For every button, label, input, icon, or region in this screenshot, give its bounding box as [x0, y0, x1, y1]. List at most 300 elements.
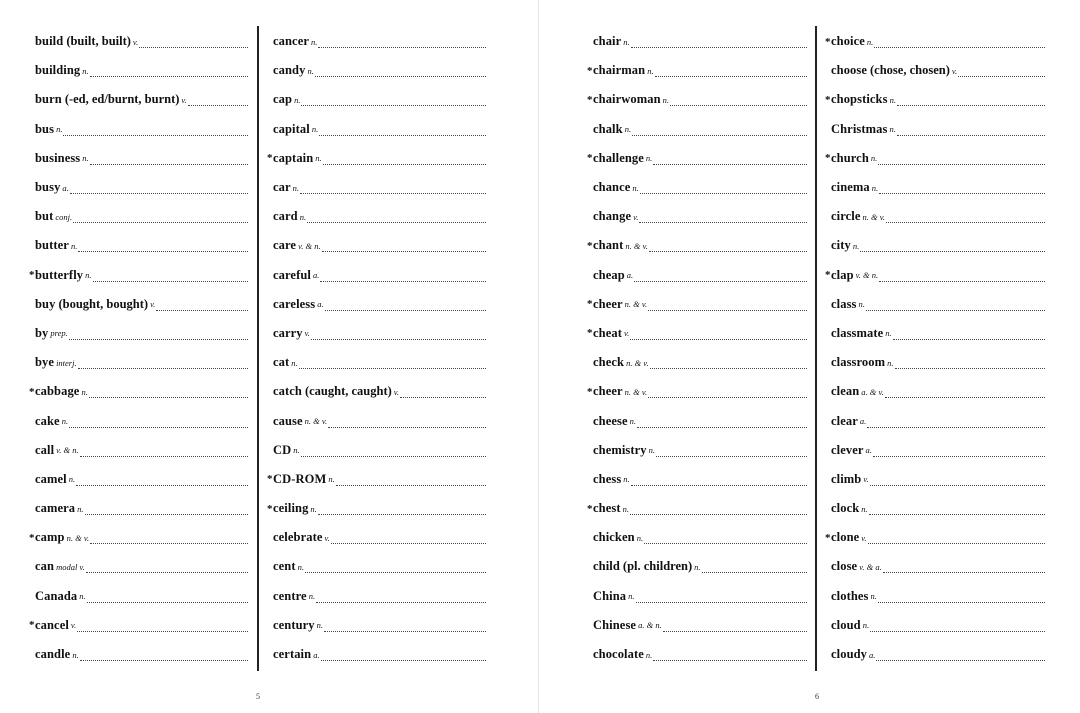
vocab-entry	[831, 231, 1045, 260]
dotted-fill-line	[702, 563, 807, 573]
vocab-entry	[35, 173, 248, 202]
dotted-fill-line	[866, 301, 1045, 311]
part-of-speech: n.	[77, 503, 84, 514]
vocab-entry	[593, 640, 807, 669]
word-forms: (bought, bought)	[58, 296, 149, 311]
dotted-fill-line	[649, 242, 807, 252]
part-of-speech: n.	[299, 211, 307, 222]
headword: cancel	[35, 617, 69, 632]
part-of-speech: v.	[633, 211, 639, 222]
asterisk-mark: *	[825, 269, 831, 282]
part-of-speech: n.	[887, 357, 894, 368]
part-of-speech: n. & v.	[624, 299, 648, 310]
headword: car	[273, 180, 291, 195]
word-column-right	[267, 27, 486, 669]
vocab-entry	[831, 348, 1045, 377]
headword: certain	[273, 647, 312, 662]
asterisk-mark: *	[29, 531, 35, 544]
headword: building	[35, 63, 81, 78]
part-of-speech: n.	[629, 416, 636, 427]
part-of-speech: n.	[61, 416, 69, 427]
vocab-entry	[593, 406, 807, 435]
headword: butter	[35, 238, 69, 253]
headword: bye	[35, 355, 55, 370]
part-of-speech: n.	[871, 182, 879, 193]
headword: candle	[35, 647, 71, 662]
dotted-fill-line	[653, 155, 807, 165]
vocab-entry	[273, 115, 486, 144]
vocab-entry	[273, 27, 486, 56]
vocab-entry	[273, 640, 486, 669]
headword: bus	[35, 121, 55, 136]
part-of-speech: n.	[311, 36, 318, 47]
dotted-fill-line	[188, 96, 248, 106]
headword: clever	[831, 442, 864, 457]
part-of-speech: v.	[70, 620, 77, 631]
headword: clothes	[831, 588, 869, 603]
part-of-speech: n.	[328, 474, 335, 485]
dotted-fill-line	[653, 651, 807, 661]
part-of-speech: n.	[870, 153, 878, 164]
part-of-speech: n.	[316, 620, 324, 631]
vocab-entry	[593, 348, 807, 377]
dotted-fill-line	[637, 418, 807, 428]
headword: cat	[273, 355, 290, 370]
vocab-entry	[831, 582, 1045, 611]
dotted-fill-line	[73, 213, 248, 223]
vocab-entry	[831, 115, 1045, 144]
part-of-speech: n. & v.	[862, 211, 886, 222]
vocab-entry	[831, 611, 1045, 640]
part-of-speech: n.	[889, 124, 896, 135]
part-of-speech: n.	[308, 591, 316, 602]
dotted-fill-line	[958, 67, 1045, 77]
dotted-fill-line	[299, 359, 486, 369]
headword: chemistry	[593, 442, 647, 457]
vocab-entry	[587, 494, 807, 523]
part-of-speech: v.	[623, 328, 630, 339]
asterisk-mark: *	[587, 385, 593, 398]
part-of-speech: n.	[310, 503, 317, 514]
headword: climb	[831, 471, 862, 486]
headword: centre	[273, 588, 307, 603]
vocab-entry	[825, 27, 1045, 56]
headword: buy	[35, 296, 56, 311]
headword: cheat	[593, 325, 622, 340]
vocab-entry	[831, 494, 1045, 523]
headword: careful	[273, 267, 311, 282]
vocab-entry	[273, 523, 486, 552]
part-of-speech: v.	[181, 94, 187, 105]
headword: camel	[35, 471, 67, 486]
part-of-speech: n.	[862, 620, 870, 631]
headword: circle	[831, 209, 861, 224]
vocab-entry	[831, 436, 1045, 465]
vocab-entry	[825, 523, 1045, 552]
part-of-speech: n.	[623, 36, 630, 47]
part-of-speech: n.	[647, 65, 654, 76]
dotted-fill-line	[323, 155, 486, 165]
vocab-entry	[273, 348, 486, 377]
dotted-fill-line	[879, 272, 1045, 282]
part-of-speech: n.	[645, 153, 653, 164]
vocab-entry	[831, 406, 1045, 435]
dotted-fill-line	[630, 330, 807, 340]
part-of-speech: v.	[861, 532, 867, 543]
dotted-fill-line	[89, 388, 248, 398]
vocab-entry	[273, 231, 486, 260]
part-of-speech: n.	[72, 649, 79, 660]
dotted-fill-line	[318, 505, 486, 515]
dotted-fill-line	[640, 184, 807, 194]
part-of-speech: n. & v.	[66, 532, 90, 543]
part-of-speech: v.	[951, 65, 958, 76]
headword: chest	[593, 501, 621, 516]
dotted-fill-line	[644, 534, 807, 544]
vocab-entry	[273, 290, 486, 319]
asterisk-mark: *	[29, 385, 35, 398]
headword: cake	[35, 413, 60, 428]
part-of-speech: n.	[852, 240, 860, 251]
dotted-fill-line	[631, 476, 807, 486]
part-of-speech: v. & a.	[859, 561, 882, 572]
headword: check	[593, 355, 625, 370]
headword: cause	[273, 413, 303, 428]
vocab-entry	[35, 582, 248, 611]
vocab-entry	[273, 261, 486, 290]
headword: busy	[35, 180, 61, 195]
part-of-speech: n.	[311, 124, 319, 135]
headword: cheer	[593, 296, 623, 311]
page-number: 5	[256, 692, 260, 701]
vocab-entry	[273, 173, 486, 202]
headword: clap	[831, 267, 854, 282]
part-of-speech: n.	[889, 94, 896, 105]
vocab-entry	[587, 319, 807, 348]
dotted-fill-line	[69, 330, 248, 340]
part-of-speech: v.	[150, 299, 156, 310]
part-of-speech: a. & v.	[861, 386, 884, 397]
dotted-fill-line	[301, 447, 486, 457]
headword: choose	[831, 63, 868, 78]
dotted-fill-line	[139, 38, 248, 48]
vocab-entry	[831, 173, 1045, 202]
part-of-speech: a. & n.	[638, 620, 662, 631]
vocab-entry	[35, 27, 248, 56]
word-forms: (caught, caught)	[304, 384, 392, 399]
asterisk-mark: *	[267, 473, 273, 486]
part-of-speech: n.	[70, 240, 78, 251]
vocab-entry	[593, 523, 807, 552]
vocab-entry	[273, 552, 486, 581]
asterisk-mark: *	[825, 152, 831, 165]
asterisk-mark: *	[267, 502, 273, 515]
word-column-left	[587, 27, 807, 669]
part-of-speech: v. & n.	[56, 445, 79, 456]
vocab-entry	[35, 406, 248, 435]
headword: care	[273, 238, 297, 253]
dotted-fill-line	[648, 388, 807, 398]
headword: card	[273, 209, 298, 224]
headword: clean	[831, 384, 860, 399]
headword: butterfly	[35, 267, 84, 282]
headword: cheap	[593, 267, 625, 282]
vocab-entry	[587, 231, 807, 260]
vocab-entry	[831, 202, 1045, 231]
vocab-entry	[593, 465, 807, 494]
part-of-speech: a.	[62, 182, 69, 193]
part-of-speech: n.	[79, 591, 86, 602]
vocab-entry	[273, 377, 486, 406]
headword: chess	[593, 471, 622, 486]
headword: Chinese	[593, 617, 637, 632]
part-of-speech: a.	[626, 270, 634, 281]
vocab-entry	[267, 494, 486, 523]
part-of-speech: n.	[68, 474, 76, 485]
vocab-entry	[831, 465, 1045, 494]
vocab-entry	[267, 465, 486, 494]
headword: camp	[35, 530, 65, 545]
dotted-fill-line	[886, 213, 1045, 223]
dotted-fill-line	[78, 242, 248, 252]
dotted-fill-line	[80, 651, 248, 661]
part-of-speech: v.	[324, 532, 330, 543]
headword: burn	[35, 92, 62, 107]
word-forms: (pl. children)	[622, 559, 693, 574]
part-of-speech: n. & v.	[304, 416, 328, 427]
dotted-fill-line	[636, 593, 807, 603]
dotted-fill-line	[895, 359, 1045, 369]
vocab-entry	[593, 27, 807, 56]
headword: church	[831, 150, 869, 165]
headword: child	[593, 559, 620, 574]
headword: can	[35, 559, 55, 574]
dotted-fill-line	[328, 418, 486, 428]
part-of-speech: modal v.	[56, 561, 85, 572]
vocab-entry	[35, 56, 248, 85]
vocab-entry	[593, 552, 807, 581]
part-of-speech: n. & v.	[624, 386, 648, 397]
vocab-entry	[831, 56, 1045, 85]
asterisk-mark: *	[29, 619, 35, 632]
headword: chocolate	[593, 647, 644, 662]
dotted-fill-line	[870, 622, 1045, 632]
vocab-entry	[273, 85, 486, 114]
part-of-speech: n.	[56, 124, 63, 135]
headword: chance	[593, 180, 631, 195]
vocab-entry	[587, 85, 807, 114]
vocab-entry	[825, 85, 1045, 114]
dotted-fill-line	[873, 447, 1045, 457]
dotted-fill-line	[93, 272, 249, 282]
page-6	[539, 0, 1080, 713]
dotted-fill-line	[300, 184, 486, 194]
headword: change	[593, 209, 632, 224]
dotted-fill-line	[80, 447, 248, 457]
dotted-fill-line	[70, 184, 248, 194]
vocab-entry	[587, 377, 807, 406]
vocab-entry	[29, 523, 248, 552]
part-of-speech: a.	[312, 270, 320, 281]
part-of-speech: n.	[623, 474, 630, 485]
vocab-entry	[825, 144, 1045, 173]
dotted-fill-line	[90, 155, 248, 165]
dotted-fill-line	[634, 272, 807, 282]
part-of-speech: n.	[662, 94, 670, 105]
asterisk-mark: *	[587, 93, 593, 106]
vocab-entry	[593, 173, 807, 202]
headword: chicken	[593, 530, 635, 545]
dotted-fill-line	[870, 476, 1045, 486]
dotted-fill-line	[85, 505, 248, 515]
headword: build	[35, 34, 64, 49]
headword: class	[831, 296, 857, 311]
part-of-speech: n.	[307, 65, 314, 76]
dotted-fill-line	[631, 38, 807, 48]
headword: ceiling	[273, 501, 309, 516]
part-of-speech: n.	[861, 503, 868, 514]
asterisk-mark: *	[825, 93, 831, 106]
part-of-speech: n.	[624, 124, 632, 135]
headword: cancer	[273, 34, 309, 49]
dotted-fill-line	[400, 388, 486, 398]
headword: by	[35, 325, 49, 340]
headword: business	[35, 150, 81, 165]
part-of-speech: n.	[293, 445, 300, 456]
headword: camera	[35, 501, 76, 516]
part-of-speech: v. & n.	[298, 240, 321, 251]
dotted-fill-line	[336, 476, 486, 486]
dotted-fill-line	[325, 301, 486, 311]
part-of-speech: a.	[317, 299, 324, 310]
dotted-fill-line	[632, 126, 807, 136]
vocab-entry	[35, 231, 248, 260]
part-of-speech: interj.	[56, 357, 77, 368]
part-of-speech: n.	[315, 153, 322, 164]
vocab-entry	[593, 115, 807, 144]
asterisk-mark: *	[825, 531, 831, 544]
dotted-fill-line	[883, 563, 1045, 573]
part-of-speech: n.	[628, 591, 635, 602]
page-5	[0, 0, 538, 713]
page-number: 6	[815, 692, 819, 701]
headword: Christmas	[831, 121, 888, 136]
headword: classroom	[831, 355, 886, 370]
vocab-entry	[273, 582, 486, 611]
vocab-entry	[273, 406, 486, 435]
part-of-speech: v. & n.	[855, 270, 879, 281]
vocab-entry	[593, 611, 807, 640]
dotted-fill-line	[331, 534, 486, 544]
dotted-fill-line	[321, 651, 486, 661]
vocab-entry	[35, 348, 248, 377]
vocab-entry	[587, 290, 807, 319]
headword: chant	[593, 238, 624, 253]
asterisk-mark: *	[587, 64, 593, 77]
headword: but	[35, 209, 54, 224]
dotted-fill-line	[878, 155, 1045, 165]
headword: cheer	[593, 384, 623, 399]
headword: challenge	[593, 150, 644, 165]
asterisk-mark: *	[587, 239, 593, 252]
headword: cheese	[593, 413, 628, 428]
dotted-fill-line	[301, 96, 486, 106]
part-of-speech: n.	[885, 328, 892, 339]
vocab-entry	[35, 115, 248, 144]
dotted-fill-line	[869, 505, 1045, 515]
word-column-right	[825, 27, 1045, 669]
headword: cloudy	[831, 647, 868, 662]
vocab-entry	[35, 202, 248, 231]
dotted-fill-line	[90, 534, 248, 544]
dotted-fill-line	[874, 38, 1045, 48]
word-forms: (chose, chosen)	[870, 63, 950, 78]
dotted-fill-line	[318, 38, 486, 48]
part-of-speech: n.	[632, 182, 639, 193]
headword: clock	[831, 501, 860, 516]
headword: celebrate	[273, 530, 323, 545]
part-of-speech: a.	[313, 649, 320, 660]
dotted-fill-line	[867, 418, 1045, 428]
dotted-fill-line	[76, 476, 248, 486]
asterisk-mark: *	[29, 269, 35, 282]
part-of-speech: n.	[294, 94, 301, 105]
dotted-fill-line	[897, 126, 1045, 136]
part-of-speech: n.	[870, 591, 877, 602]
part-of-speech: n.	[636, 532, 644, 543]
part-of-speech: n.	[292, 182, 300, 193]
part-of-speech: conj.	[55, 211, 73, 222]
dotted-fill-line	[630, 505, 807, 515]
dotted-fill-line	[897, 96, 1045, 106]
headword: careless	[273, 296, 316, 311]
headword: chairman	[593, 63, 646, 78]
dotted-fill-line	[319, 126, 486, 136]
part-of-speech: v.	[393, 386, 400, 397]
part-of-speech: n.	[645, 649, 653, 660]
vocab-entry	[35, 494, 248, 523]
part-of-speech: prep.	[50, 328, 68, 339]
part-of-speech: n.	[858, 299, 865, 310]
dotted-fill-line	[670, 96, 807, 106]
part-of-speech: a.	[859, 416, 867, 427]
headword: catch	[273, 384, 302, 399]
part-of-speech: n. & v.	[626, 357, 649, 368]
headword: call	[35, 442, 55, 457]
vocab-entry	[273, 436, 486, 465]
dotted-fill-line	[878, 593, 1045, 603]
dotted-fill-line	[316, 593, 486, 603]
vocab-entry	[831, 377, 1045, 406]
headword: cent	[273, 559, 296, 574]
headword: capital	[273, 121, 310, 136]
column-divider	[815, 26, 817, 671]
vocab-entry	[831, 319, 1045, 348]
headword: choice	[831, 34, 865, 49]
dotted-fill-line	[87, 593, 248, 603]
headword: city	[831, 238, 851, 253]
dotted-fill-line	[78, 359, 248, 369]
dotted-fill-line	[893, 330, 1045, 340]
vocab-entry	[267, 144, 486, 173]
vocab-entry	[35, 144, 248, 173]
headword: CD-ROM	[273, 471, 327, 486]
headword: cloud	[831, 617, 861, 632]
dotted-fill-line	[322, 242, 486, 252]
dotted-fill-line	[876, 651, 1045, 661]
column-divider	[257, 26, 259, 671]
vocab-entry	[35, 552, 248, 581]
